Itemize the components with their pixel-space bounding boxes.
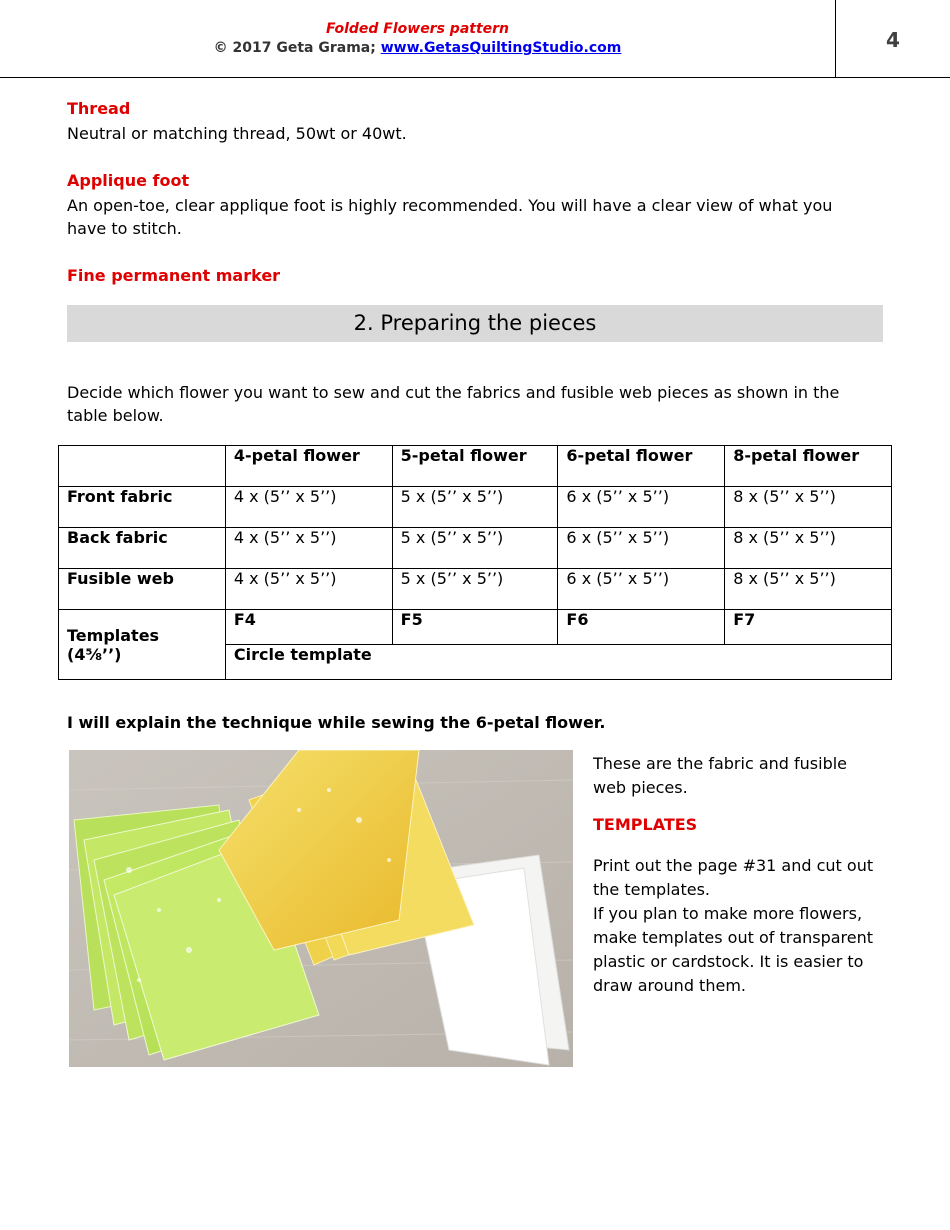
table-cell: 8 x (5’’ x 5’’) — [725, 569, 892, 610]
templates-instruction: Print out the page #31 and cut out the templates. — [593, 856, 874, 899]
copyright-text: © 2017 Geta Grama; — [213, 40, 381, 56]
template-cell: F5 — [392, 610, 558, 645]
row-label: Fusible web — [59, 569, 226, 610]
table-header-cell — [59, 446, 226, 487]
table-row — [59, 528, 892, 569]
table-header-cell: 5-petal flower — [392, 446, 558, 487]
table-row — [59, 569, 892, 610]
template-cell: F4 — [225, 610, 392, 645]
page-header — [0, 0, 950, 78]
pieces-table — [58, 445, 892, 680]
website-link[interactable]: www.GetasQuiltingStudio.com — [380, 40, 622, 56]
table-cell: 4 x (5’’ x 5’’) — [225, 487, 392, 528]
template-cell: F7 — [725, 610, 892, 645]
templates-label: Templates (4⅝’’) — [59, 610, 226, 680]
table-cell: 8 x (5’’ x 5’’) — [725, 528, 892, 569]
table-cell: 5 x (5’’ x 5’’) — [392, 569, 558, 610]
thread-text: Neutral or matching thread, 50wt or 40wt. — [67, 124, 407, 143]
table-row — [59, 487, 892, 528]
table-cell: 6 x (5’’ x 5’’) — [558, 528, 725, 569]
thread-heading: Thread — [67, 99, 131, 118]
page-number: 4 — [886, 28, 900, 52]
templates-heading: TEMPLATES — [593, 815, 698, 834]
pattern-title: Folded Flowers pattern — [325, 21, 510, 37]
table-cell: 6 x (5’’ x 5’’) — [558, 487, 725, 528]
copyright-line — [0, 40, 835, 56]
photo-caption: These are the fabric and fusible web pieces. — [593, 754, 848, 797]
applique-heading: Applique foot — [67, 171, 190, 190]
marker-heading: Fine permanent marker — [67, 266, 281, 285]
row-label: Back fabric — [59, 528, 226, 569]
intro-text: Decide which flower you want to sew and cut the fabrics and fusible web pieces as shown in the table below. — [67, 383, 840, 425]
templates-tip: If you plan to make more flowers, make templates out of transparent plastic or cardstock. It is easier to draw around them. — [593, 904, 874, 995]
table-cell: 8 x (5’’ x 5’’) — [725, 487, 892, 528]
section-banner: 2. Preparing the pieces — [67, 305, 883, 342]
table-header-row — [59, 446, 892, 487]
circle-template-cell: Circle template — [225, 645, 891, 680]
table-cell: 4 x (5’’ x 5’’) — [225, 569, 392, 610]
table-header-cell: 6-petal flower — [558, 446, 725, 487]
table-cell: 5 x (5’’ x 5’’) — [392, 528, 558, 569]
template-cell: F6 — [558, 610, 725, 645]
table-header-cell: 8-petal flower — [725, 446, 892, 487]
table-cell: 4 x (5’’ x 5’’) — [225, 528, 392, 569]
applique-text: An open-toe, clear applique foot is highly recommended. You will have a clear view of what you have to stitch. — [67, 196, 833, 238]
table-header-cell: 4-petal flower — [225, 446, 392, 487]
templates-row — [59, 610, 892, 645]
technique-note: I will explain the technique while sewing the 6-petal flower. — [67, 713, 606, 732]
fabric-pieces-photo — [69, 750, 573, 1067]
row-label: Front fabric — [59, 487, 226, 528]
table-cell: 5 x (5’’ x 5’’) — [392, 487, 558, 528]
table-cell: 6 x (5’’ x 5’’) — [558, 569, 725, 610]
